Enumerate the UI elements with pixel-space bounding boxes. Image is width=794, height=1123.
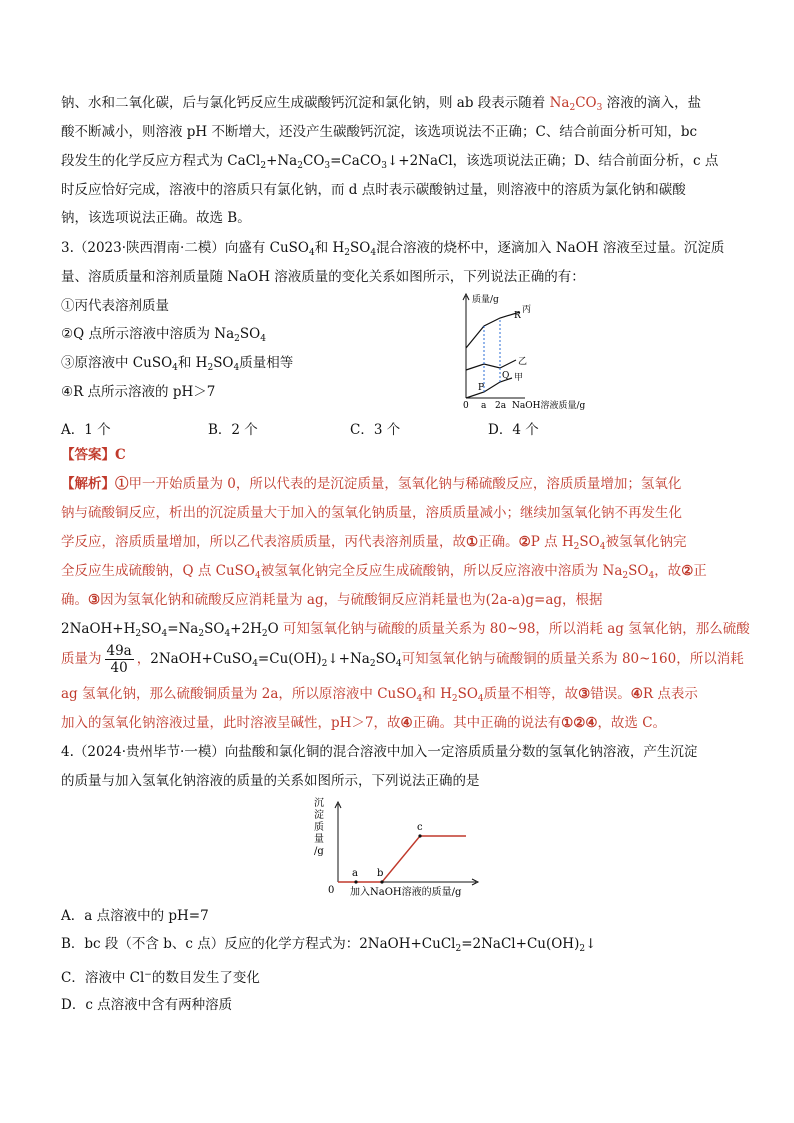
q4-ylabel-1: 沉 [314, 798, 324, 809]
prev-line-3: 段发生的化学反应方程式为 $CaCl_2+Na_2CO_3=CaCO_3↓+2NaCl$，该选项说法正确；D、结合前面分析，c 点 [61, 153, 719, 171]
q3-ylabel: 质量/g [472, 295, 499, 305]
q4-stem-1: 4.（2024·贵州毕节·一模）向盐酸和氯化铜的混合溶液中加入一定溶质质量分数的氢氧化钠溶液，产生沉淀 [61, 744, 698, 760]
q3-analysis-6: $2NaOH+H_2SO_4=Na_2SO_4+2H_2O$ 可知氢氧化钠与硫酸的质量关系为 80~98，所以消耗 ag 氢氧化钠，那么硫酸 [61, 621, 750, 639]
q4-option-a: A．a 点溶液中的 pH=7 [61, 908, 209, 924]
q3-frac-den: 40 [110, 660, 128, 676]
q3-xlabel: NaOH溶液质量/g [512, 401, 586, 411]
q3-series-jia [466, 378, 512, 398]
prev-line-1: 钠、水和二氧化碳，后与氯化钙反应生成碳酸钙沉淀和氯化钠，则 ab 段表示随着 $Na_2CO_3$ 溶液的滴入，盐 [61, 95, 702, 113]
q3-option-a: A．1 个 [61, 422, 111, 438]
q3-stem-1: 3.（2023·陕西渭南·二模）向盛有 CuSO$_4$和 $H_2SO_4$混合溶液的烧杯中，逐滴加入 NaOH 溶液至过量。沉淀质 [61, 240, 725, 258]
q4-segment-rise [382, 836, 420, 882]
q3-frac-num: 49a [106, 643, 132, 659]
q4-point-a: a [352, 868, 358, 879]
q3-point-R: R [514, 311, 521, 321]
q3-analysis-4: 全反应生成硫酸钠，Q 点 CuSO$_4$被氢氧化钠完全反应生成硫酸钠，所以反应溶液中溶质为 $Na_2SO_4$，故②正 [61, 563, 707, 581]
q3-analysis-3: 学反应，溶质质量增加，所以乙代表溶质质量，丙代表溶剂质量，故①正确。②P 点 $H_2SO_4$被氢氧化钠完 [61, 534, 687, 552]
q3-series-bing [466, 312, 520, 348]
prev-line-5: 钠，该选项说法正确。故选 B。 [61, 210, 251, 226]
q3-series-jia-label: 甲 [514, 373, 524, 383]
q4-point-c: c [417, 822, 423, 833]
q3-point-P: P [478, 383, 485, 393]
q3-series-yi-label: 乙 [518, 357, 528, 367]
q4-ylabel-2: 淀 [314, 810, 324, 821]
q3-statement-2: ②Q 点所示溶液中溶质为 $Na_2SO_4$ [61, 326, 266, 344]
q4-option-b: B．bc 段（不含 b、c 点）反应的化学方程式为：$2NaOH+CuCl_2=2NaCl+Cu(OH)_2↓$ [61, 936, 597, 954]
q3-option-c: C．3 个 [350, 422, 401, 438]
q3-stem-2: 量、溶质质量和溶剂质量随 NaOH 溶液质量的变化关系如图所示，下列说法正确的有： [61, 269, 585, 285]
q4-point-b-dot [380, 880, 383, 883]
q3-statement-4: ④R 点所示溶液的 pH＞7 [61, 384, 216, 400]
q4-stem-2: 的质量与加入氢氧化钠溶液的质量的关系如图所示，下列说法正确的是 [61, 773, 480, 789]
q4-origin: 0 [328, 885, 335, 896]
q3-statement-1: ①丙代表溶剂质量 [61, 298, 169, 314]
q4-ylabel-5: /g [314, 846, 324, 857]
q4-option-c: C．溶液中 Cl−的数目发生了变化 [61, 970, 260, 986]
q3-analysis-7: 质量为 $\frac{49a}{40}$ ，$2NaOH+CuSO_4=Cu(OH)_2↓+Na_2SO_4$可知氢氧化钠与硫酸铜的质量关系为 80~160，所以消耗 [61, 643, 744, 676]
q3-series-bing-label: 丙 [522, 305, 532, 315]
q4-ylabel-4: 量 [314, 834, 324, 845]
q3-series-yi [466, 360, 516, 370]
q4-ylabel-3: 质 [314, 822, 324, 833]
q4-xlabel: 加入NaOH溶液的质量/g [350, 887, 462, 898]
q3-tick-2a: 2a [495, 401, 507, 411]
q4-point-b: b [377, 868, 384, 879]
q3-analysis-1: 【解析】①甲一开始质量为 0，所以代表的是沉淀质量，氢氧化钠与稀硫酸反应，溶质质量增加；氢氧化 [61, 476, 682, 492]
q3-tick-0: 0 [463, 401, 469, 411]
q3-analysis-2: 钠与硫酸铜反应，析出的沉淀质量大于加入的氢氧化钠质量，溶质质量减小；继续加氢氧化钠不再发生化 [61, 505, 682, 521]
q4-chart [300, 796, 490, 900]
q3-analysis-5: 确。③因为氢氧化钠和硫酸反应消耗量为 ag，与硫酸铜反应消耗量也为(2a-a)g=ag，根据 [61, 592, 603, 608]
q4-point-c-dot [418, 834, 421, 837]
q3-tick-a: a [481, 401, 487, 411]
prev-line-2: 酸不断减小，则溶液 pH 不断增大，还没产生碳酸钙沉淀，该选项说法不正确；C、结合前面分析可知，bc [61, 124, 698, 140]
q3-analysis-8: ag 氢氧化钠，那么硫酸铜质量为 2a，所以原溶液中 CuSO$_4$和 $H_2SO_4$质量不相等，故③错误。④R 点表示 [61, 686, 698, 704]
prev-line-4: 时反应恰好完成，溶液中的溶质只有氯化钠，而 d 点时表示碳酸钠过量，则溶液中的溶质为氯化钠和碳酸 [61, 182, 686, 198]
q4-option-d: D．c 点溶液中含有两种溶质 [61, 997, 233, 1013]
q3-option-b: B．2 个 [208, 422, 258, 438]
q3-chart [440, 288, 600, 414]
q3-point-Q: Q [502, 371, 510, 381]
q4-point-a-dot [354, 880, 357, 883]
q3-answer: 【答案】C [61, 447, 126, 463]
q3-option-d: D．4 个 [488, 422, 539, 438]
q3-analysis-9: 加入的氢氧化钠溶液过量，此时溶液呈碱性，pH＞7，故④正确。其中正确的说法有①②④，故选 C。 [61, 715, 667, 731]
q3-statement-3: ③原溶液中 CuSO$_4$和 $H_2SO_4$质量相等 [61, 355, 294, 373]
